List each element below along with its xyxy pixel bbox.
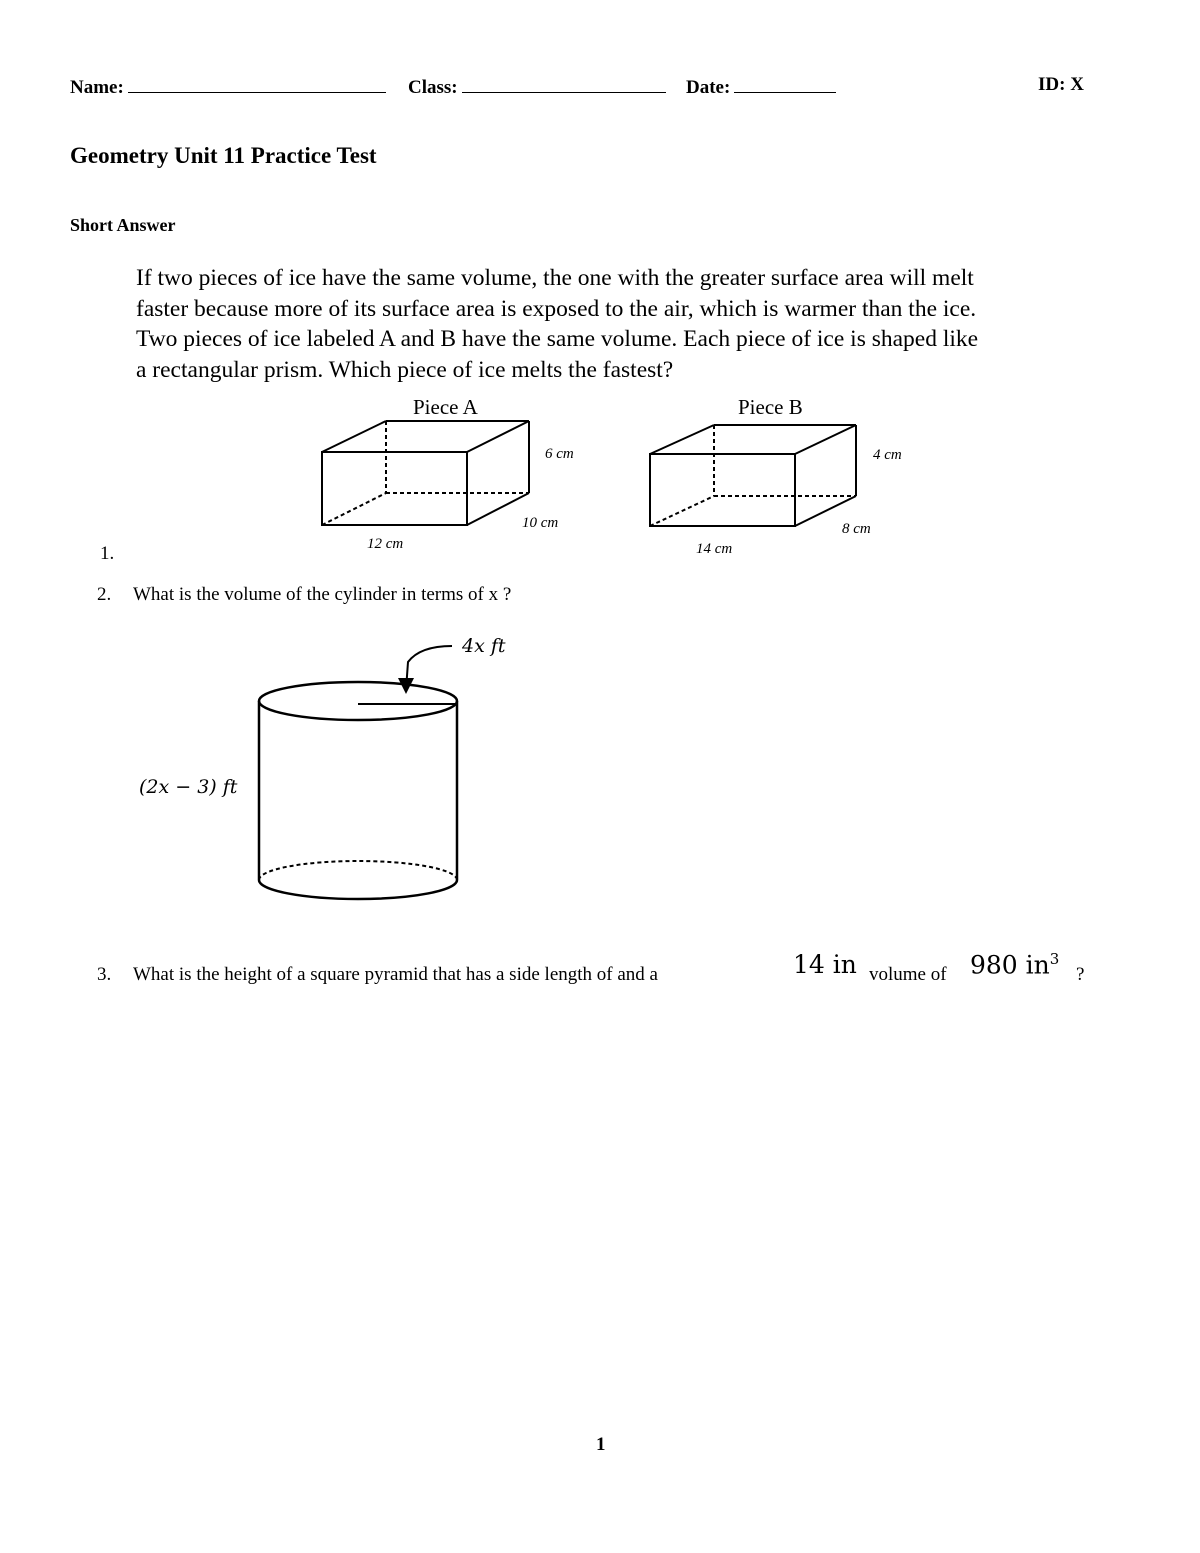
piece-a-depth-label: 10 cm [522, 515, 559, 531]
id-label: ID: X [1038, 74, 1084, 95]
cylinder-bottom-front [259, 880, 457, 899]
side-length-value: 14 in [793, 950, 857, 979]
piece-b-depth-label: 8 cm [842, 521, 871, 537]
question-1-line: a rectangular prism. Which piece of ice melts the fastest? [136, 356, 674, 383]
question-1-line: Two pieces of ice labeled A and B have the same volume. Each piece of ice is shaped like [136, 326, 979, 352]
piece-a-height-label: 6 cm [545, 446, 574, 462]
page-number: 1 [596, 1434, 606, 1455]
date-label: Date: [686, 77, 731, 98]
question-3-text: What is the height of a square pyramid that has a side length of and a [133, 964, 658, 985]
section-heading: Short Answer [70, 215, 176, 235]
piece-b-width-label: 14 cm [696, 541, 733, 557]
question-2-number: 2. [97, 584, 112, 605]
piece-a-title: Piece A [413, 395, 478, 419]
question-1-line: faster because more of its surface area is exposed to the air, which is warmer than the ice. [136, 295, 977, 322]
question-3-number: 3. [97, 964, 112, 985]
question-2-text: What is the volume of the cylinder in terms of x ? [133, 584, 512, 605]
radius-arrow [406, 646, 452, 690]
question-3-end: ? [1076, 964, 1085, 985]
question-1-number: 1. [100, 543, 115, 564]
question-3-text-volume: volume of [869, 964, 947, 985]
class-label: Class: [408, 77, 458, 98]
question-1-line: If two pieces of ice have the same volume, the one with the greater surface area will melt [136, 265, 974, 291]
name-label: Name: [70, 77, 124, 98]
radius-label: 4x ft [462, 635, 506, 657]
cylinder-top-ellipse [259, 682, 457, 720]
page-title: Geometry Unit 11 Practice Test [70, 143, 377, 168]
cylinder-bottom-back [259, 861, 457, 880]
piece-b-title: Piece B [738, 395, 803, 419]
piece-a-width-label: 12 cm [367, 536, 404, 552]
volume-value [970, 950, 1059, 979]
height-label: (2x − 3) ft [139, 776, 238, 798]
volume-value-base: 980 in [970, 950, 1050, 980]
piece-b-height-label: 4 cm [873, 447, 902, 463]
volume-exponent: 3 [1049, 950, 1060, 968]
